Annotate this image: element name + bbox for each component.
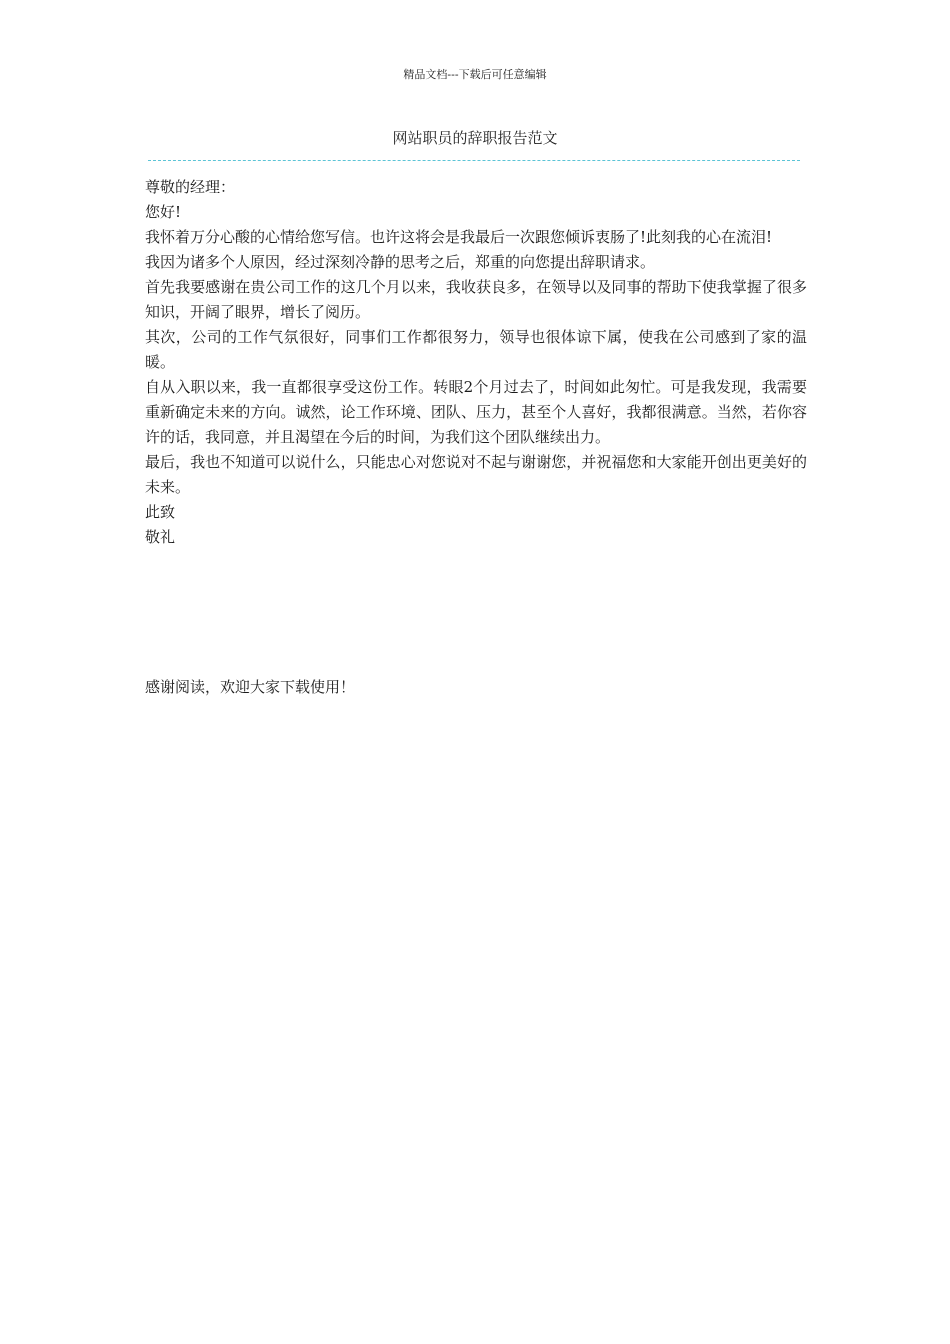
document-body xyxy=(145,175,807,550)
page-header: 精品文档---下载后可任意编辑 xyxy=(403,68,547,81)
body-paragraph: 其次，公司的工作气氛很好，同事们工作都很努力，领导也很体谅下属，使我在公司感到了家的温暖。 xyxy=(145,328,807,371)
closing-line: 敬礼 xyxy=(145,528,176,546)
greeting: 您好! xyxy=(145,203,182,221)
document-title: 网站职员的辞职报告范文 xyxy=(392,129,558,147)
footer-note: 感谢阅读，欢迎大家下载使用！ xyxy=(145,678,356,696)
body-paragraph: 我怀着万分心酸的心情给您写信。也许这将会是我最后一次跟您倾诉衷肠了!此刻我的心在流泪! xyxy=(145,228,773,246)
closing-line: 此致 xyxy=(145,503,176,521)
body-paragraph: 我因为诸多个人原因，经过深刻冷静的思考之后，郑重的向您提出辞职请求。 xyxy=(145,253,656,271)
salutation: 尊敬的经理： xyxy=(145,178,236,196)
body-paragraph: 最后，我也不知道可以说什么，只能忠心对您说对不起与谢谢您，并祝福您和大家能开创出更美好的未来。 xyxy=(145,453,807,496)
body-paragraph: 首先我要感谢在贵公司工作的这几个月以来，我收获良多，在领导以及同事的帮助下使我掌握了很多知识，开阔了眼界，增长了阅历。 xyxy=(145,278,807,321)
title-divider xyxy=(148,160,800,161)
body-paragraph: 自从入职以来，我一直都很享受这份工作。转眼2个月过去了，时间如此匆忙。可是我发现，我需要重新确定未来的方向。诚然，论工作环境、团队、压力，甚至个人喜好，我都很满意。当然，若你容许的话，我同意，并且渴望在今后的时间，为我们这个团队继续出力。 xyxy=(145,378,807,446)
